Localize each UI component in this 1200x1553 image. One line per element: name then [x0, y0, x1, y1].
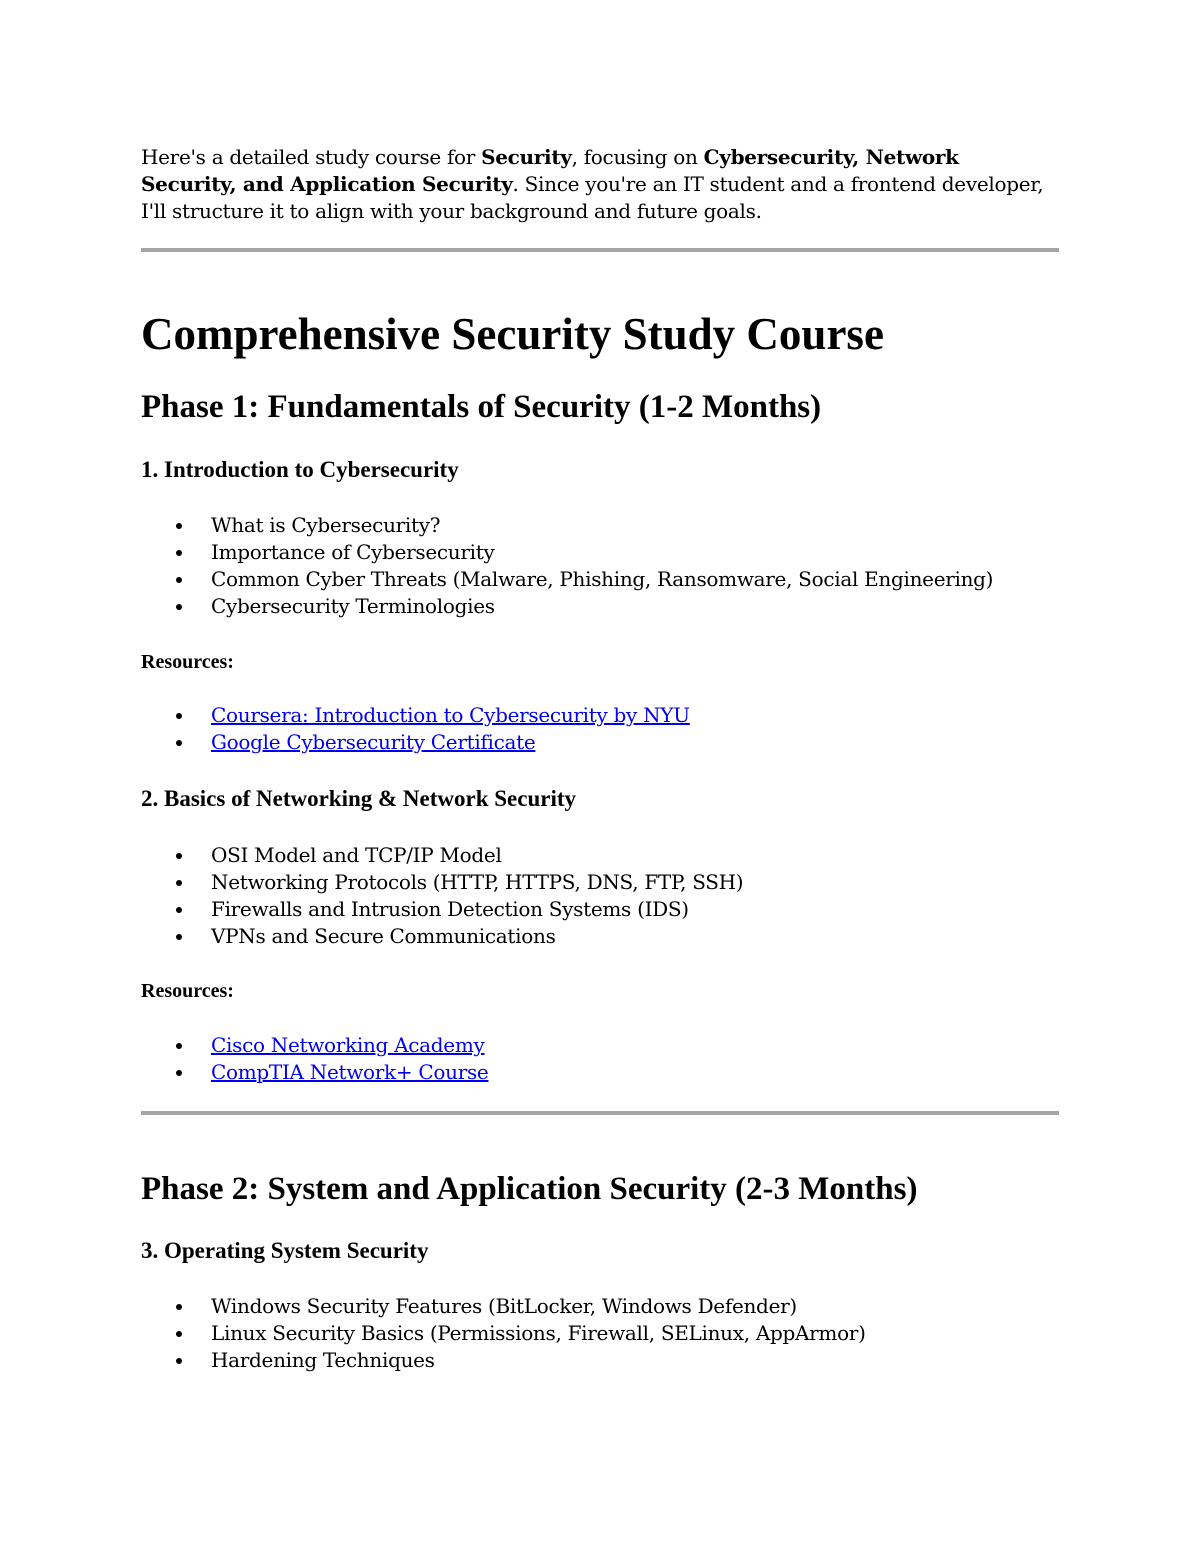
- phase-1-heading: Phase 1: Fundamentals of Security (1-2 Months): [141, 389, 822, 425]
- list-item: [141, 1032, 1059, 1059]
- list-item: [141, 729, 1059, 756]
- intro-bold-topics: Cybersecurity, Network Security, and Application Security: [141, 145, 959, 196]
- list-item: [141, 702, 1059, 729]
- page-title: Comprehensive Security Study Course: [141, 309, 884, 359]
- list-item: Firewalls and Intrusion Detection Systems (IDS): [141, 896, 1059, 923]
- list-item: Windows Security Features (BitLocker, Windows Defender): [141, 1293, 1059, 1320]
- list-item: What is Cybersecurity?: [141, 512, 1059, 539]
- intro-bold-security: Security: [481, 145, 572, 169]
- list-item: Networking Protocols (HTTP, HTTPS, DNS, FTP, SSH): [141, 869, 1059, 896]
- section-2-resource-list: [141, 1032, 1059, 1086]
- list-item: Hardening Techniques: [141, 1347, 1059, 1374]
- comptia-network-link[interactable]: CompTIA Network+ Course: [211, 1060, 489, 1084]
- resources-label: Resources:: [141, 651, 234, 673]
- list-item: Importance of Cybersecurity: [141, 539, 1059, 566]
- section-3-topic-list: [141, 1293, 1059, 1374]
- google-cert-link[interactable]: Google Cybersecurity Certificate: [211, 730, 536, 754]
- intro-text: . Since you're an IT student and a frontend developer, I'll structure it to align with your background and future goals.: [141, 172, 1044, 223]
- section-1-resource-list: [141, 702, 1059, 756]
- coursera-link[interactable]: Coursera: Introduction to Cybersecurity by NYU: [211, 703, 690, 727]
- section-2-heading: 2. Basics of Networking & Network Security: [141, 786, 577, 811]
- list-item: OSI Model and TCP/IP Model: [141, 842, 1059, 869]
- list-item: VPNs and Secure Communications: [141, 923, 1059, 950]
- list-item: [141, 1059, 1059, 1086]
- resources-label: Resources:: [141, 980, 234, 1002]
- horizontal-rule: [141, 248, 1059, 252]
- list-item: Linux Security Basics (Permissions, Firewall, SELinux, AppArmor): [141, 1320, 1059, 1347]
- section-2-topic-list: [141, 842, 1059, 950]
- intro-text: , focusing on: [571, 145, 704, 169]
- horizontal-rule: [141, 1111, 1059, 1115]
- section-1-topic-list: [141, 512, 1059, 620]
- list-item: Common Cyber Threats (Malware, Phishing, Ransomware, Social Engineering): [141, 566, 1059, 593]
- phase-2-heading: Phase 2: System and Application Security (2-3 Months): [141, 1171, 918, 1207]
- section-3-heading: 3. Operating System Security: [141, 1238, 429, 1263]
- intro-paragraph: [141, 144, 1059, 225]
- list-item: Cybersecurity Terminologies: [141, 593, 1059, 620]
- section-1-heading: 1. Introduction to Cybersecurity: [141, 457, 459, 482]
- cisco-academy-link[interactable]: Cisco Networking Academy: [211, 1033, 485, 1057]
- intro-text: Here's a detailed study course for: [141, 145, 482, 169]
